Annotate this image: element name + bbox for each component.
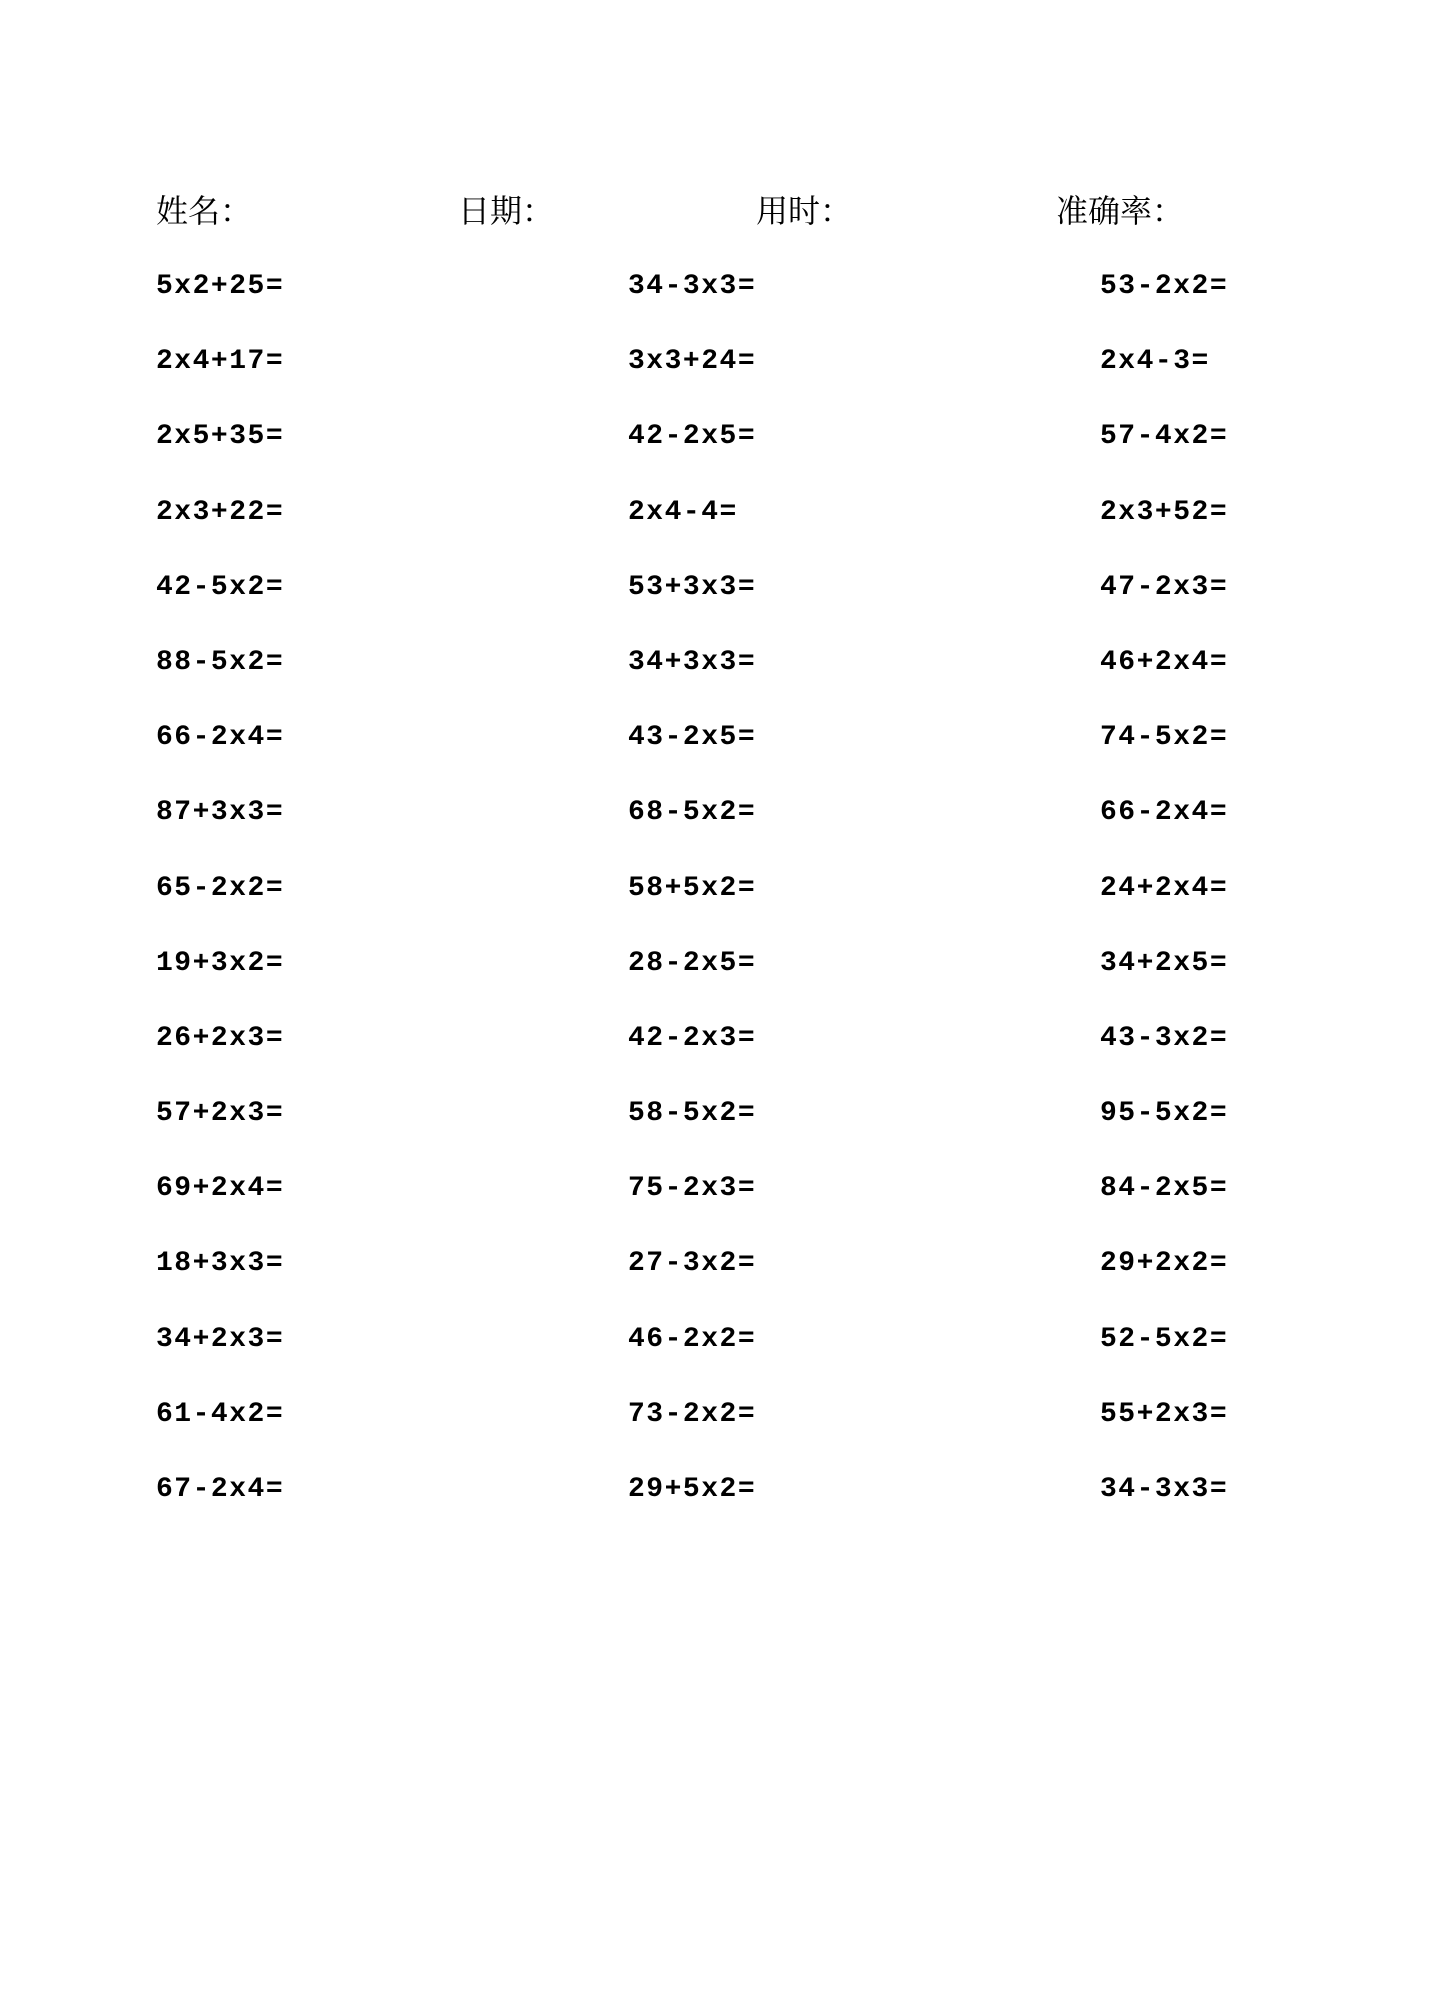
math-problem: 84-2x5= bbox=[1100, 1173, 1229, 1205]
math-problem: 42-2x3= bbox=[628, 1022, 757, 1054]
math-problem: 61-4x2= bbox=[156, 1398, 285, 1430]
problem-grid bbox=[0, 262, 1434, 1522]
name-label: 姓名： bbox=[156, 192, 253, 230]
math-problem: 47-2x3= bbox=[1100, 571, 1229, 603]
math-problem: 66-2x4= bbox=[156, 722, 285, 754]
math-problem: 69+2x4= bbox=[156, 1173, 285, 1205]
math-problem: 5x2+25= bbox=[156, 271, 285, 302]
math-problem: 57+2x3= bbox=[156, 1098, 285, 1130]
math-problem: 68-5x2= bbox=[628, 797, 757, 829]
math-problem: 2x4-3= bbox=[1100, 346, 1210, 378]
math-problem: 43-3x2= bbox=[1100, 1022, 1229, 1054]
math-problem: 46+2x4= bbox=[1100, 646, 1229, 678]
math-problem: 58-5x2= bbox=[628, 1098, 757, 1130]
math-problem: 53-2x2= bbox=[1100, 271, 1229, 302]
math-problem: 88-5x2= bbox=[156, 646, 285, 678]
math-problem: 67-2x4= bbox=[156, 1474, 285, 1505]
math-problem: 74-5x2= bbox=[1100, 722, 1229, 754]
math-problem: 87+3x3= bbox=[156, 797, 285, 829]
math-problem: 2x3+52= bbox=[1100, 496, 1229, 528]
math-problem: 27-3x2= bbox=[628, 1248, 757, 1280]
date-label: 日期： bbox=[458, 192, 555, 230]
math-problem: 42-2x5= bbox=[628, 421, 757, 453]
math-problem: 43-2x5= bbox=[628, 722, 757, 754]
math-problem: 65-2x2= bbox=[156, 872, 285, 904]
math-problem: 73-2x2= bbox=[628, 1398, 757, 1430]
math-problem: 29+5x2= bbox=[628, 1474, 757, 1505]
math-problem: 26+2x3= bbox=[156, 1022, 285, 1054]
math-problem: 3x3+24= bbox=[628, 346, 757, 378]
time-label: 用时： bbox=[756, 192, 853, 230]
accuracy-label: 准确率： bbox=[1056, 192, 1185, 230]
math-problem: 42-5x2= bbox=[156, 571, 285, 603]
math-problem: 28-2x5= bbox=[628, 947, 757, 979]
math-problem: 2x3+22= bbox=[156, 496, 285, 528]
problem-column-2 bbox=[628, 262, 948, 1540]
math-problem: 34+2x3= bbox=[156, 1323, 285, 1355]
math-problem: 24+2x4= bbox=[1100, 872, 1229, 904]
problem-column-3 bbox=[1100, 262, 1420, 1540]
math-problem: 34-3x3= bbox=[1100, 1474, 1229, 1505]
math-problem: 55+2x3= bbox=[1100, 1398, 1229, 1430]
math-problem: 29+2x2= bbox=[1100, 1248, 1229, 1280]
math-problem: 52-5x2= bbox=[1100, 1323, 1229, 1355]
math-problem: 66-2x4= bbox=[1100, 797, 1229, 829]
worksheet-header bbox=[0, 186, 1434, 236]
math-problem: 2x4+17= bbox=[156, 346, 285, 378]
math-problem: 58+5x2= bbox=[628, 872, 757, 904]
math-problem: 19+3x2= bbox=[156, 947, 285, 979]
math-problem: 34+2x5= bbox=[1100, 947, 1229, 979]
math-problem: 57-4x2= bbox=[1100, 421, 1229, 453]
math-problem: 34+3x3= bbox=[628, 646, 757, 678]
problem-column-1 bbox=[156, 262, 476, 1540]
math-problem: 2x4-4= bbox=[628, 496, 738, 528]
math-problem: 75-2x3= bbox=[628, 1173, 757, 1205]
math-problem: 53+3x3= bbox=[628, 571, 757, 603]
math-problem: 18+3x3= bbox=[156, 1248, 285, 1280]
math-problem: 46-2x2= bbox=[628, 1323, 757, 1355]
math-problem: 2x5+35= bbox=[156, 421, 285, 453]
math-problem: 95-5x2= bbox=[1100, 1098, 1229, 1130]
math-problem: 34-3x3= bbox=[628, 271, 757, 302]
